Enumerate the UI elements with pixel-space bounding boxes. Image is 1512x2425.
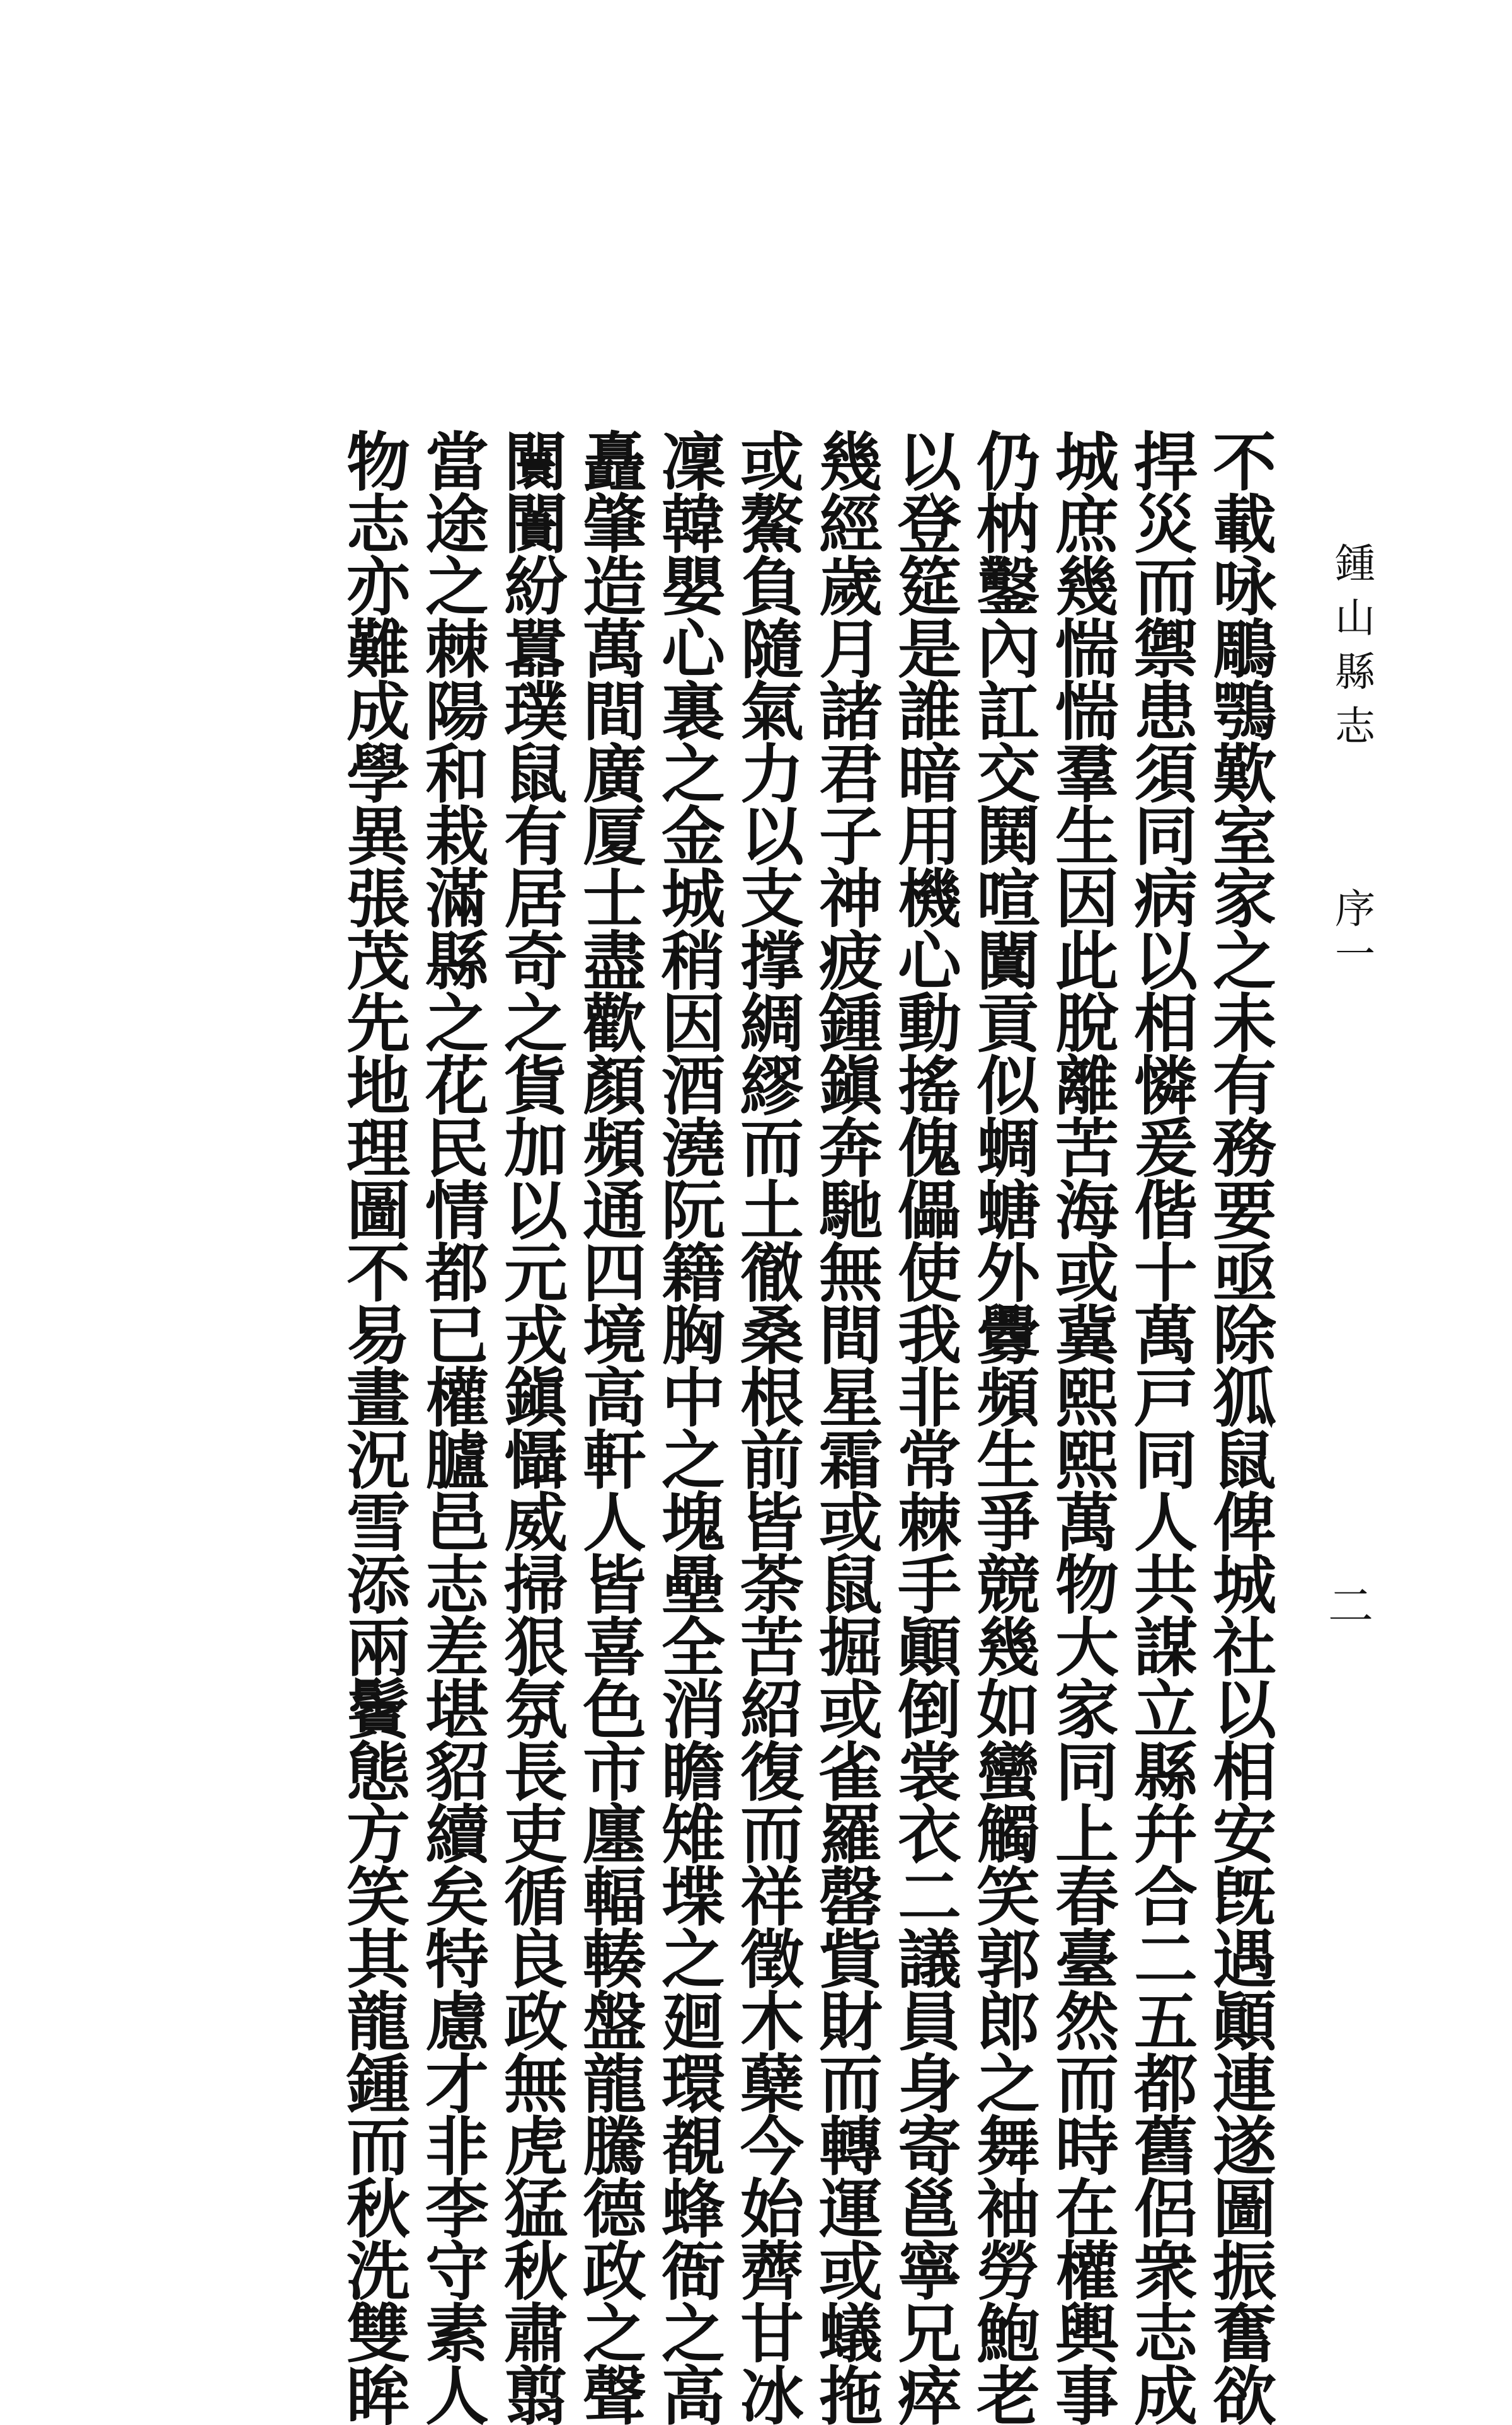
text-line: 幾經歲月諸君子神疲鍾鎭奔馳無間星霜或鼠掘或雀羅罄貲財而轉運或蟻拖 [808,429,883,2425]
text-line: 凜韓嬰心裏之金城稍因酒澆阮籍胸中之塊壘全消瞻雉堞之廻環覩蜂衙之高 [651,429,726,2425]
section-label: 序一 [1328,887,1375,978]
text-line: 闤闠紛囂璞鼠有居奇之貨加以元戎鎭懾威掃狠氛長吏循良政無虎猛秋肅翦 [493,429,568,2425]
page-number: 二 [1320,1582,1373,1627]
text-line: 不載咏鵰鶚歎室家之未有務要亟除狐鼠俾城社以相安旣遇顚連遂圖振奮欲 [1202,429,1277,2425]
book-title: 鍾山縣志 [1328,542,1375,759]
text-line: 物志亦難成學異張茂先地理圖不易畫況雪添兩鬢態方笑其龍鍾而秋洗雙眸 [336,429,411,2425]
text-line: 捍災而禦患須同病以相憐爰偕十萬戸同人共謀立縣幷合二五都舊侶衆志成 [1123,429,1198,2425]
text-line: 以登筵是誰暗用機心動搖傀儡使我非常棘手顚倒裳衣二議員身寄邕寧兄瘁 [887,429,962,2425]
text-line: 當途之棘陽和栽滿縣之花民情都已權臚邑志差堪貂續矣特慮才非李守素人 [415,429,490,2425]
body-text [334,429,1279,2425]
text-line: 矗肇造萬間廣厦士盡歡顏頻通四境高軒人皆喜色市廛輻輳盤龍騰德政之聲 [572,429,647,2425]
text-line: 或鰲負隨氣力以支撑綢繆而土徹桑根前皆荼苦紹復而祥徵木蘖今始薺甘冰 [730,429,805,2425]
text-line: 城庶幾惴惴羣生因此脫離苦海或冀熙熙萬物大家同上春臺然而時在權輿事 [1045,429,1120,2425]
text-line: 仍枘鑿內訌交鬨喧闐貢似蜩螗外釁頻生爭競幾如蠻觸笑郭郎之舞袖勞鮑老 [966,429,1041,2425]
